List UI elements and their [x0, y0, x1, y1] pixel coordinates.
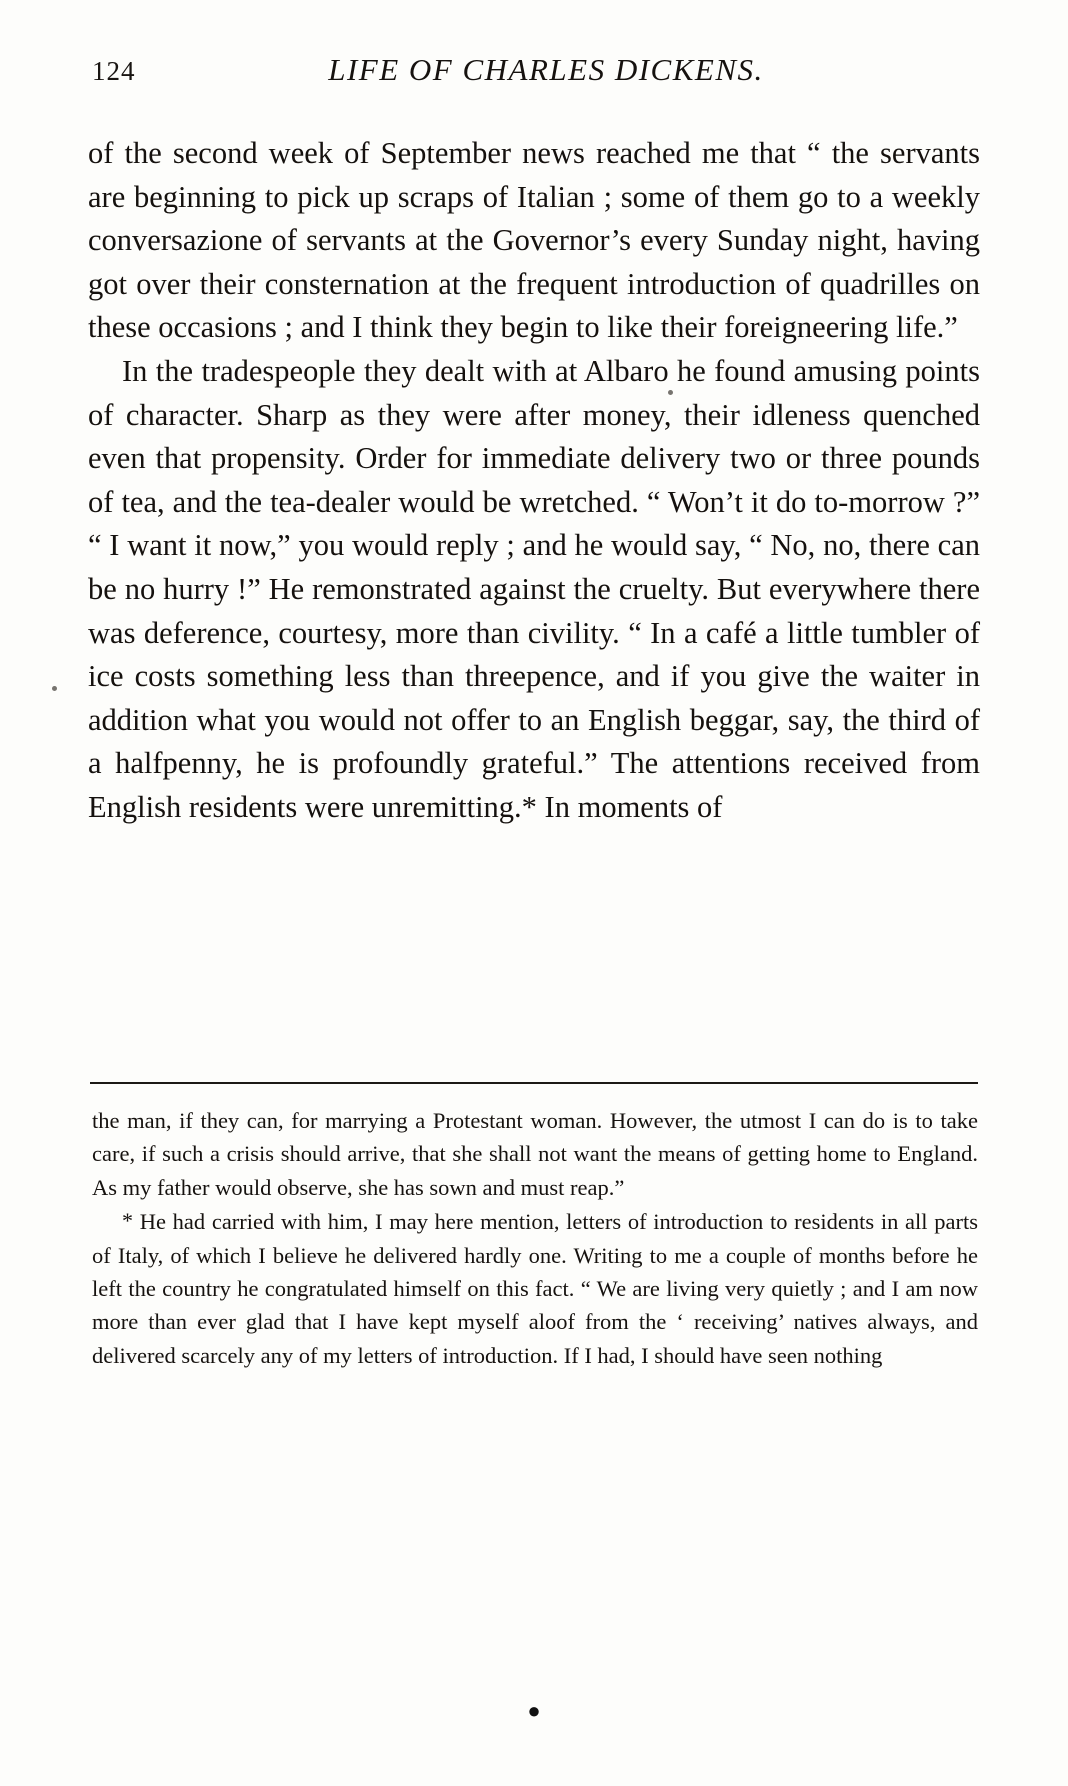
running-title: LIFE OF CHARLES DICKENS.: [328, 52, 764, 87]
body-text: [88, 132, 980, 830]
page-number: 124: [92, 56, 136, 86]
paragraph-continuation: of the second week of September news reached me that “ the servants are beginning to pick up scraps of Italian ; some of them go to a weekly conversazione of servants at the Governor’s every Sunday night, having got over their consternation at the frequent introduction of quadrilles on these occasions ; and I think they begin to like their foreigneering life.”: [88, 136, 980, 345]
paper-speck: [668, 390, 673, 395]
paper-speck: [52, 686, 57, 691]
footnote-starred: [92, 1204, 978, 1372]
page-foot-mark: ●: [527, 1698, 541, 1723]
footnote-divider: [90, 1082, 978, 1084]
footnote-continued: the man, if they can, for marrying a Protestant woman. However, the utmost I can do is to take care, if such a crisis should arrive, that she shall not want the means of getting home to England. As my father would observe, she has sown and must reap.”: [92, 1108, 978, 1200]
footnote-starred-text: He had carried with him, I may here mention, letters of introduction to residents in all parts of Italy, of which I believe he delivered hardly one. Writing to me a couple of months before he left the country he congratulated himself on this fact. “ We are living very quietly ; and I am now more than ever glad that I have kept myself aloof from the ‘ receiving’ natives always, and delivered scarcely any of my letters of introduction. If I had, I should have seen nothing: [92, 1209, 978, 1368]
paragraph-tradespeople: In the tradespeople they dealt with at Albaro he found amusing points of character. Sharp as they were after money, their idleness quenched even that propensity. Order for immediate delivery two or three pounds of tea, and the tea-dealer would be wretched. “ Won’t it do to-morrow ?” “ I want it now,” you would reply ; and he would say, “ No, no, there can be no hurry !” He remonstrated against the cruelty. But everywhere there was deference, courtesy, more than civility. “ In a café a little tumbler of ice costs something less than threepence, and if you give the waiter in addition what you would not offer to an English beggar, say, the third of a halfpenny, he is profoundly grateful.” The attentions received from English residents were unremitting.* In moments of: [88, 353, 980, 824]
footnote-star-marker: *: [122, 1208, 133, 1234]
footnote-block: [92, 1104, 978, 1372]
page-header: [92, 52, 976, 100]
